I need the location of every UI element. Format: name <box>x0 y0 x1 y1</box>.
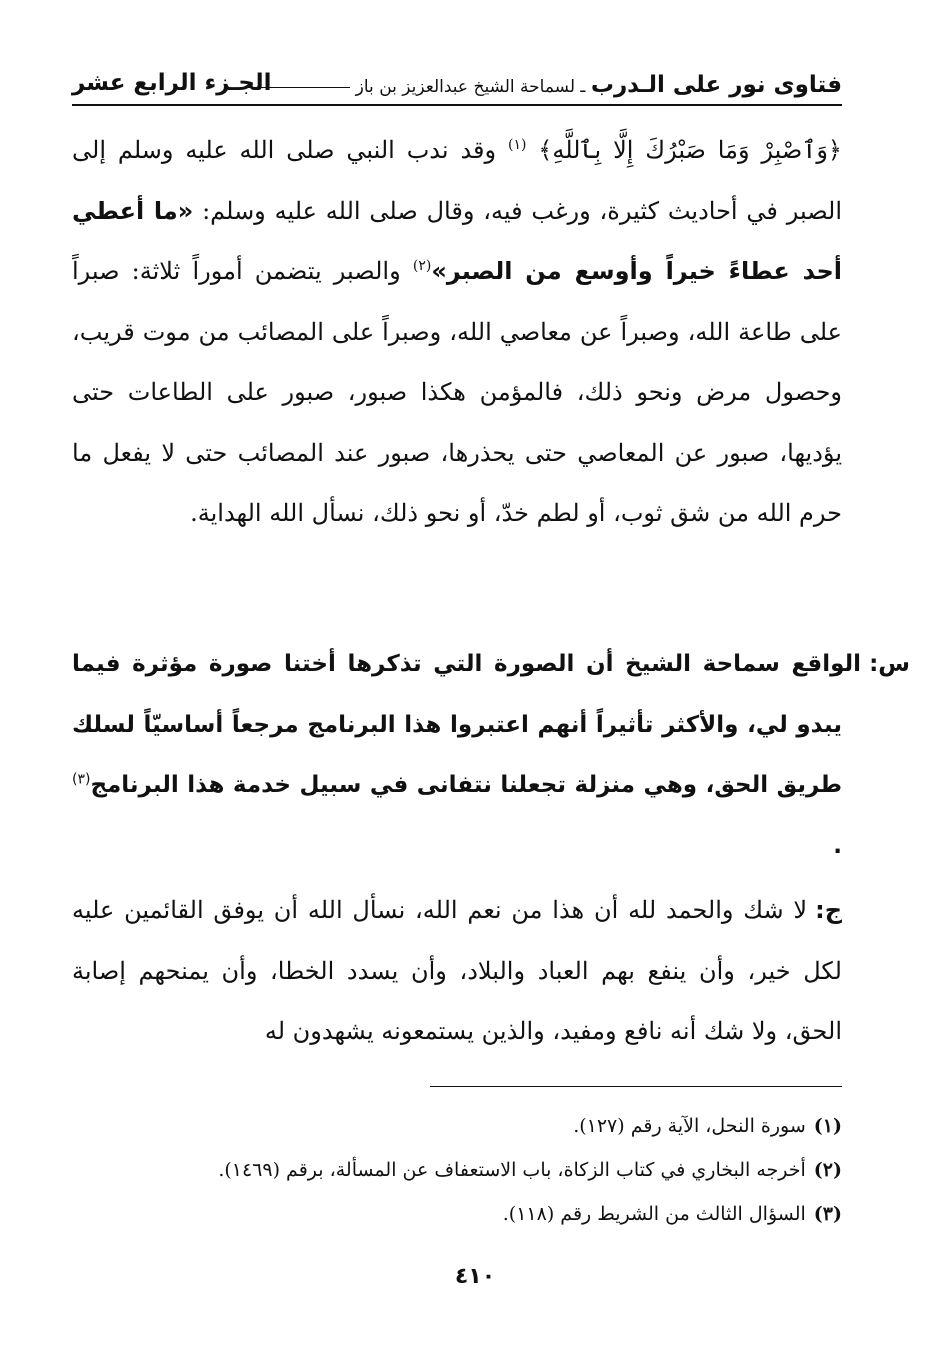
paragraph-text-a: وقد ندب النبي صلى الله عليه وسلم إلى الصبر في أحاديث كثيرة، ورغب فيه، وقال صلى الله عليه وسلم: <box>72 136 842 225</box>
footnote-ref-1: (١) <box>507 137 527 153</box>
footnote-number: (٢) <box>813 1159 842 1181</box>
paragraph-text-b: والصبر يتضمن أموراً ثلاثة: صبراً على طاعة الله، وصبراً عن معاصي الله، وصبراً على المصائب من موت قريب، وحصول مرض ونحو ذلك، فالمؤمن هكذا صبور، صبور على الطاعات حتى يؤديها، صبور عن المعاصي حتى يحذرها، صبور عند المصائب حتى لا يفعل ما حرم الله من شق ثوب، أو لطم خدّ، أو نحو ذلك، نسأل الله الهداية. <box>72 257 842 527</box>
running-header <box>72 64 842 106</box>
footnote-number: (١) <box>813 1115 842 1137</box>
series-title: فتاوى نور على الـدرب <box>590 72 842 98</box>
footnote-number: (٣) <box>813 1203 842 1225</box>
footnote-3 <box>72 1192 842 1236</box>
question-end: . <box>833 832 842 859</box>
header-title-block: فتاوى نور على الـدرب ـ لسماحة الشيخ عبدالعزيز بن باز <box>234 72 842 98</box>
hadith-quote: «ما أعطي أحد عطاءً خيراً وأوسع من الصبر» <box>72 196 842 285</box>
footnote-ref-3: (٣) <box>72 771 91 788</box>
question-text: الواقع سماحة الشيخ أن الصورة التي تذكرها أختنا صورة مؤثرة فيما يبدو لي، والأكثر تأثيراً أنهم اعتبروا هذا البرنامج مرجعاً أساسيّاً لسلك طريق الحق، وهي منزلة تجعلنا نتفانى في سبيل خدمة هذا البرنامج <box>72 651 862 798</box>
paragraph-fatwa-continuation <box>72 120 842 544</box>
footnote-text: أخرجه البخاري في كتاب الزكاة، باب الاستعفاف عن المسألة، برقم (١٤٦٩). <box>218 1159 806 1181</box>
question-block <box>72 634 910 876</box>
footnote-ref-2: (٢) <box>412 258 432 274</box>
question-label: س: <box>869 651 910 677</box>
author-name: لسماحة الشيخ عبدالعزيز بن باز <box>355 77 576 97</box>
footnote-1 <box>72 1104 842 1148</box>
footnote-2 <box>72 1148 842 1192</box>
footnote-text: السؤال الثالث من الشريط رقم (١١٨). <box>502 1203 806 1225</box>
footnotes <box>72 1104 842 1236</box>
page-number: ٤١٠ <box>454 1264 496 1289</box>
quran-verse: ﴿وَٱصْبِرْ وَمَا صَبْرُكَ إِلَّا بِٱللَّهِ﴾ <box>538 136 842 164</box>
footnote-divider <box>430 1086 842 1087</box>
footnote-text: سورة النحل، الآية رقم (١٢٧). <box>573 1115 806 1137</box>
answer-block <box>72 880 842 1062</box>
answer-label: ج: <box>815 896 842 924</box>
answer-text: لا شك والحمد لله أن هذا من نعم الله، نسأل الله أن يوفق القائمين عليه لكل خير، وأن ينفع بهم العباد والبلاد، وأن يسدد الخطا، وأن يمنحهم إصابة الحق، ولا شك أنه نافع ومفيد، والذين يستمعونه يشهدون له <box>72 896 842 1045</box>
volume-label: الجـزء الرابع عشر <box>72 70 272 96</box>
